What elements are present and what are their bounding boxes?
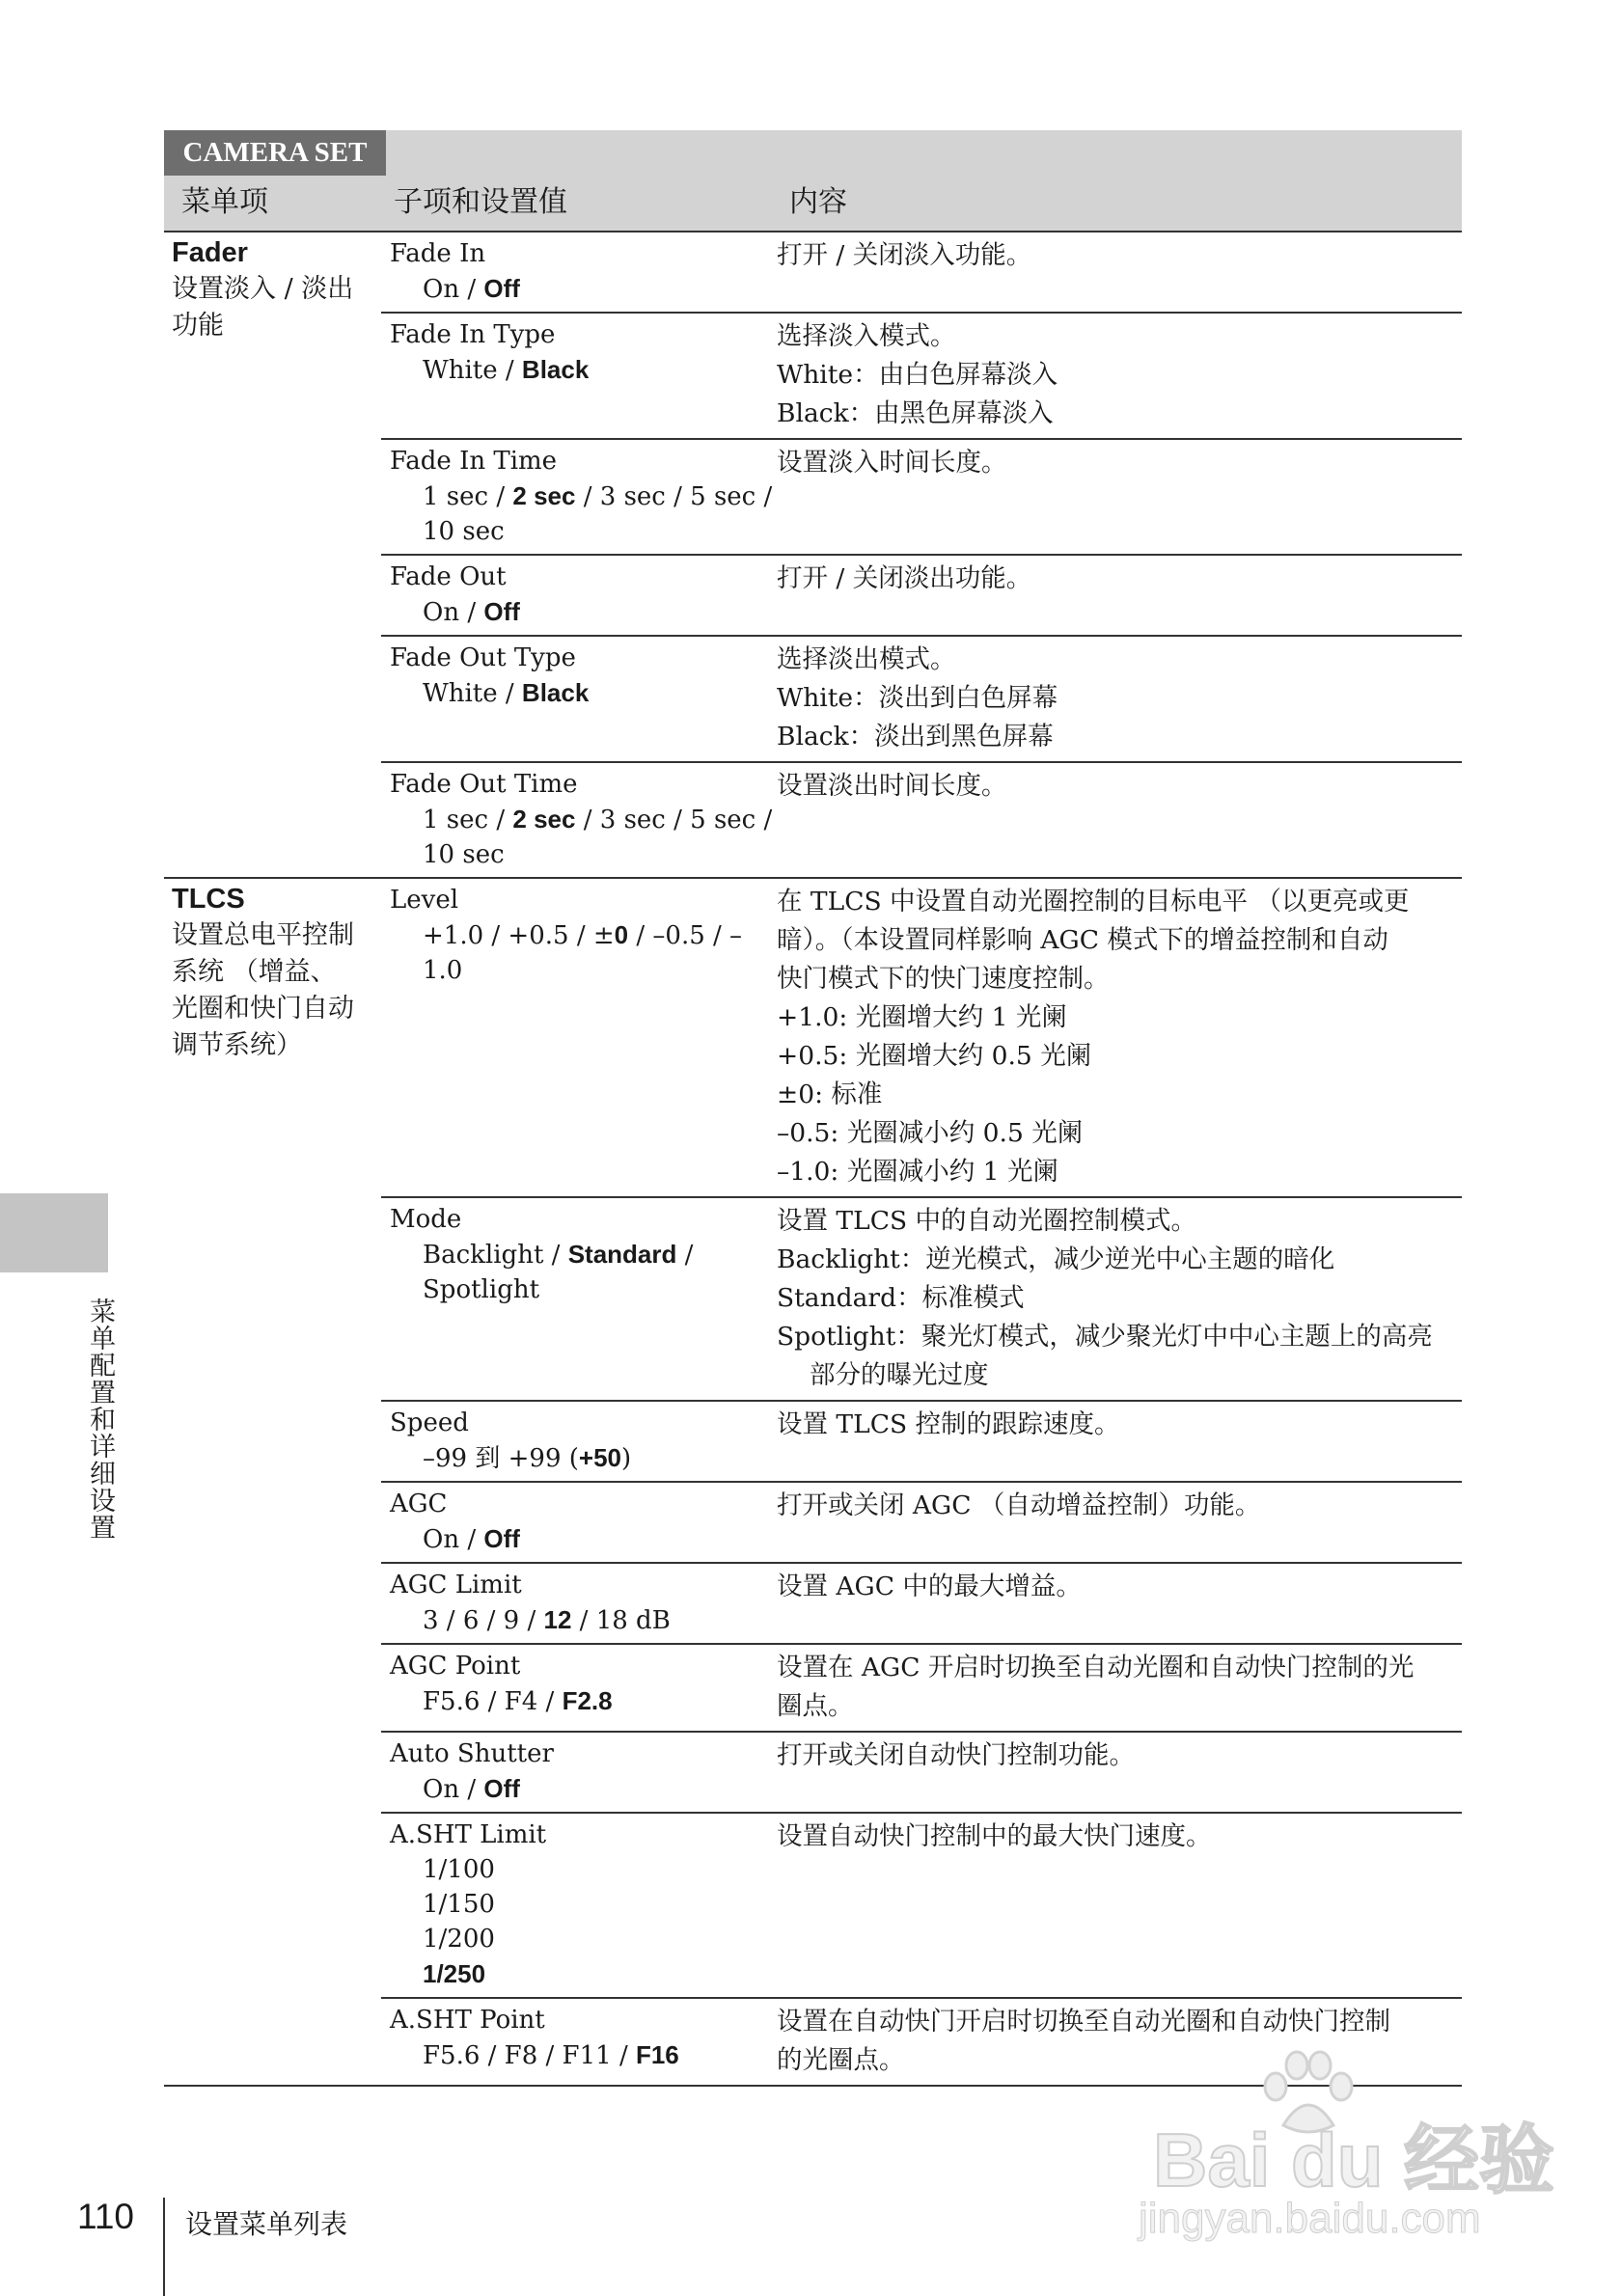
menu-item-description: 调节系统） bbox=[172, 1030, 302, 1060]
content-cell bbox=[777, 1568, 1462, 1638]
setting-value: +1.0 / +0.5 / ± bbox=[423, 921, 615, 950]
setting-values bbox=[390, 802, 777, 837]
content-cell bbox=[777, 1487, 1462, 1557]
subitem-name: Level bbox=[390, 886, 459, 915]
default-value: Black bbox=[521, 355, 590, 384]
subitem-cell bbox=[381, 1818, 777, 1992]
setting-value: 10 sec bbox=[423, 840, 505, 869]
subitem-name: A.SHT Point bbox=[390, 2006, 545, 2035]
setting-value: On / bbox=[423, 275, 484, 304]
column-header-menu-item: 菜单项 bbox=[181, 185, 268, 219]
footer-divider bbox=[163, 2198, 165, 2296]
subitem-cell bbox=[381, 1649, 777, 1726]
default-value: Standard bbox=[567, 1240, 677, 1269]
table-body bbox=[164, 232, 1462, 2087]
content-line: +0.5: 光圈增大约 0.5 光阑 bbox=[777, 1041, 1092, 1071]
menu-item-name: Fader bbox=[172, 237, 248, 268]
content-line: Black：由黑色屏幕淡入 bbox=[777, 398, 1054, 428]
setting-value: F5.6 / F4 / bbox=[423, 1687, 563, 1716]
content-cell bbox=[777, 560, 1462, 630]
setting-value: 1/150 bbox=[423, 1890, 495, 1919]
table-row bbox=[381, 1733, 1462, 1814]
setting-values bbox=[390, 1237, 777, 1272]
table-row bbox=[381, 763, 1462, 877]
subitem-name: Auto Shutter bbox=[390, 1739, 554, 1768]
setting-values bbox=[390, 917, 777, 988]
setting-value: / 3 sec / 5 sec / bbox=[575, 806, 773, 834]
content-cell bbox=[777, 883, 1462, 1191]
chapter-tab bbox=[0, 1193, 108, 1272]
table-row bbox=[381, 1564, 1462, 1645]
subitem-cell bbox=[381, 1202, 777, 1395]
content-line: 设置 TLCS 控制的跟踪速度。 bbox=[777, 1409, 1120, 1439]
setting-values bbox=[390, 478, 777, 514]
setting-value: 1 sec / bbox=[423, 482, 513, 511]
subitem-cell bbox=[381, 1487, 777, 1557]
setting-value: White / bbox=[423, 356, 522, 385]
setting-values bbox=[390, 514, 777, 549]
setting-value: F5.6 / F8 / F11 / bbox=[423, 2041, 636, 2070]
content-line: +1.0: 光圈增大约 1 光阑 bbox=[777, 1002, 1067, 1032]
content-line: Black：淡出到黑色屏幕 bbox=[777, 722, 1054, 752]
subitem-name: Fade Out bbox=[390, 562, 507, 591]
setting-values bbox=[390, 1956, 777, 1992]
subitem-name: Fade In bbox=[390, 239, 486, 268]
content-line: 设置在自动快门开启时切换至自动光圈和自动快门控制 bbox=[777, 2007, 1390, 2036]
setting-value: 10 sec bbox=[423, 517, 505, 546]
column-header-content: 内容 bbox=[789, 185, 847, 219]
table-row bbox=[381, 1402, 1462, 1483]
subitem-cell bbox=[381, 560, 777, 630]
setting-value: 3 / 6 / 9 / bbox=[423, 1606, 544, 1635]
content-line: Spotlight：聚光灯模式，减少聚光灯中中心主题上的高亮 bbox=[777, 1322, 1433, 1352]
setting-value: On / bbox=[423, 1775, 484, 1804]
subitem-cell bbox=[381, 1406, 777, 1476]
table-row bbox=[381, 314, 1462, 440]
setting-value: Spotlight bbox=[423, 1275, 540, 1304]
menu-item-description: 系统 （增益、 bbox=[172, 957, 337, 987]
content-line: 设置淡入时间长度。 bbox=[777, 448, 1007, 478]
subitem-name: AGC bbox=[390, 1490, 448, 1518]
menu-item-name: TLCS bbox=[172, 884, 245, 915]
setting-values bbox=[390, 837, 777, 872]
content-line: –0.5: 光圈减小约 0.5 光阑 bbox=[777, 1118, 1084, 1148]
column-header-subitem: 子项和设置值 bbox=[394, 185, 567, 219]
content-cell bbox=[777, 1202, 1462, 1395]
subitem-name: A.SHT Limit bbox=[390, 1820, 547, 1849]
setting-values bbox=[390, 594, 777, 630]
default-value: F16 bbox=[635, 2040, 679, 2069]
content-line: 圈点。 bbox=[777, 1691, 854, 1721]
watermark-brand: Bai du 经验 bbox=[1153, 2118, 1555, 2202]
content-line: 打开或关闭 AGC （自动增益控制）功能。 bbox=[777, 1490, 1261, 1520]
content-line: 选择淡出模式。 bbox=[777, 644, 956, 674]
subitem-cell bbox=[381, 444, 777, 549]
menu-item-cell bbox=[164, 232, 381, 877]
chapter-label: 菜单配置和详细设置 bbox=[85, 1298, 115, 1541]
subitem-cell bbox=[381, 641, 777, 756]
menu-group bbox=[164, 232, 1462, 879]
subitem-name: Fade In Time bbox=[390, 447, 558, 476]
table-row bbox=[381, 1814, 1462, 1999]
setting-values bbox=[390, 1683, 777, 1719]
content-line: 暗）。（本设置同样影响 AGC 模式下的增益控制和自动 bbox=[777, 925, 1388, 955]
page-number: 110 bbox=[77, 2197, 134, 2236]
content-cell bbox=[777, 641, 1462, 756]
setting-values bbox=[390, 1922, 777, 1956]
subitem-name: Fade In Type bbox=[390, 320, 556, 349]
table-row bbox=[381, 232, 1462, 314]
content-cell bbox=[777, 1818, 1462, 1992]
default-value: Off bbox=[483, 1524, 520, 1553]
footer-title: 设置菜单列表 bbox=[185, 2208, 348, 2240]
setting-value: On / bbox=[423, 598, 484, 627]
table-row bbox=[381, 637, 1462, 763]
content-cell bbox=[777, 236, 1462, 307]
subitem-cell bbox=[381, 1568, 777, 1638]
content-line: White：淡出到白色屏幕 bbox=[777, 683, 1058, 713]
setting-values bbox=[390, 1272, 777, 1307]
setting-values bbox=[390, 352, 777, 388]
default-value: 12 bbox=[543, 1605, 572, 1634]
setting-values bbox=[390, 2037, 777, 2073]
content-line: Standard：标准模式 bbox=[777, 1283, 1025, 1313]
content-line: 设置淡出时间长度。 bbox=[777, 771, 1007, 801]
setting-value: / 3 sec / 5 sec / bbox=[575, 482, 773, 511]
table-row bbox=[381, 1645, 1462, 1733]
setting-value: 1/100 bbox=[423, 1855, 495, 1884]
setting-values bbox=[390, 1771, 777, 1807]
menu-item-description: 光圈和快门自动 bbox=[172, 994, 354, 1024]
menu-item-description: 功能 bbox=[172, 311, 224, 341]
default-value: F2.8 bbox=[562, 1686, 613, 1715]
content-line: White：由白色屏幕淡入 bbox=[777, 360, 1058, 390]
subitem-rows bbox=[381, 232, 1462, 877]
content-line: 设置自动快门控制中的最大快门速度。 bbox=[777, 1821, 1212, 1851]
setting-values bbox=[390, 1602, 777, 1638]
subitem-cell bbox=[381, 767, 777, 872]
content-cell bbox=[777, 1649, 1462, 1726]
content-cell bbox=[777, 317, 1462, 433]
menu-item-cell bbox=[164, 879, 381, 2085]
menu-item-description: 设置总电平控制 bbox=[172, 920, 354, 950]
content-line: 打开 / 关闭淡入功能。 bbox=[777, 240, 1032, 270]
default-value: 2 sec bbox=[512, 481, 576, 510]
menu-group bbox=[164, 879, 1462, 2087]
default-value: Black bbox=[521, 678, 590, 707]
setting-value: ) bbox=[621, 1444, 632, 1473]
menu-item-description: 设置淡入 / 淡出 bbox=[172, 274, 354, 304]
content-cell bbox=[777, 1736, 1462, 1807]
subitem-cell bbox=[381, 2003, 777, 2080]
subitem-name: Speed bbox=[390, 1408, 469, 1437]
setting-values bbox=[390, 1521, 777, 1557]
content-line: 快门模式下的快门速度控制。 bbox=[777, 964, 1110, 994]
watermark-url: jingyan.baidu.com bbox=[1139, 2195, 1481, 2242]
table-row bbox=[381, 440, 1462, 556]
content-line: 选择淡入模式。 bbox=[777, 321, 956, 351]
setting-value: / 18 dB bbox=[571, 1606, 671, 1635]
setting-value: / bbox=[676, 1241, 694, 1270]
setting-value: On / bbox=[423, 1525, 484, 1554]
setting-values bbox=[390, 1440, 777, 1476]
setting-value: 1/200 bbox=[423, 1925, 495, 1954]
content-cell bbox=[777, 1406, 1462, 1476]
default-value: 1/250 bbox=[423, 1959, 486, 1988]
content-line: 设置 TLCS 中的自动光圈控制模式。 bbox=[777, 1206, 1197, 1236]
table-row bbox=[381, 556, 1462, 637]
table-row bbox=[381, 1198, 1462, 1402]
setting-value: –99 到 +99 ( bbox=[423, 1444, 579, 1473]
default-value: 0 bbox=[614, 920, 629, 949]
content-line: 在 TLCS 中设置自动光圈控制的目标电平 （以更亮或更 bbox=[777, 887, 1410, 916]
subitem-name: Fade Out Time bbox=[390, 770, 578, 799]
content-cell bbox=[777, 444, 1462, 549]
table-row bbox=[381, 879, 1462, 1198]
setting-values bbox=[390, 271, 777, 307]
content-line: 设置 AGC 中的最大增益。 bbox=[777, 1572, 1082, 1601]
subitem-name: Fade Out Type bbox=[390, 643, 576, 672]
table-header bbox=[164, 130, 1462, 231]
setting-value: White / bbox=[423, 679, 522, 708]
setting-value: 1 sec / bbox=[423, 806, 513, 834]
content-line: Backlight：逆光模式，减少逆光中心主题的暗化 bbox=[777, 1244, 1335, 1274]
default-value: +50 bbox=[578, 1443, 622, 1472]
default-value: Off bbox=[483, 1774, 520, 1803]
content-line: –1.0: 光圈减小约 1 光阑 bbox=[777, 1157, 1058, 1187]
content-line: 的光圈点。 bbox=[777, 2045, 905, 2075]
default-value: Off bbox=[483, 597, 520, 626]
setting-value: Backlight / bbox=[423, 1241, 568, 1270]
menu-table bbox=[164, 130, 1462, 2087]
subitem-cell bbox=[381, 236, 777, 307]
content-line: 设置在 AGC 开启时切换至自动光圈和自动快门控制的光 bbox=[777, 1653, 1415, 1682]
subitem-name: Mode bbox=[390, 1205, 462, 1234]
content-cell bbox=[777, 767, 1462, 872]
table-row bbox=[381, 1483, 1462, 1564]
content-line: 打开或关闭自动快门控制功能。 bbox=[777, 1740, 1135, 1770]
content-line: 部分的曝光过度 bbox=[810, 1360, 989, 1390]
setting-values bbox=[390, 1852, 777, 1887]
subitem-rows bbox=[381, 879, 1462, 2085]
section-tab: CAMERA SET bbox=[164, 130, 386, 176]
subitem-cell bbox=[381, 317, 777, 433]
setting-values bbox=[390, 1887, 777, 1922]
subitem-cell bbox=[381, 1736, 777, 1807]
content-line: ±0: 标准 bbox=[777, 1080, 883, 1109]
default-value: 2 sec bbox=[512, 805, 576, 834]
content-line: 打开 / 关闭淡出功能。 bbox=[777, 563, 1032, 593]
subitem-cell bbox=[381, 883, 777, 1191]
subitem-name: AGC Point bbox=[390, 1652, 521, 1681]
default-value: Off bbox=[483, 274, 520, 303]
setting-value: / –0.5 / –1.0 bbox=[423, 921, 743, 985]
subitem-name: AGC Limit bbox=[390, 1571, 522, 1599]
setting-values bbox=[390, 675, 777, 711]
